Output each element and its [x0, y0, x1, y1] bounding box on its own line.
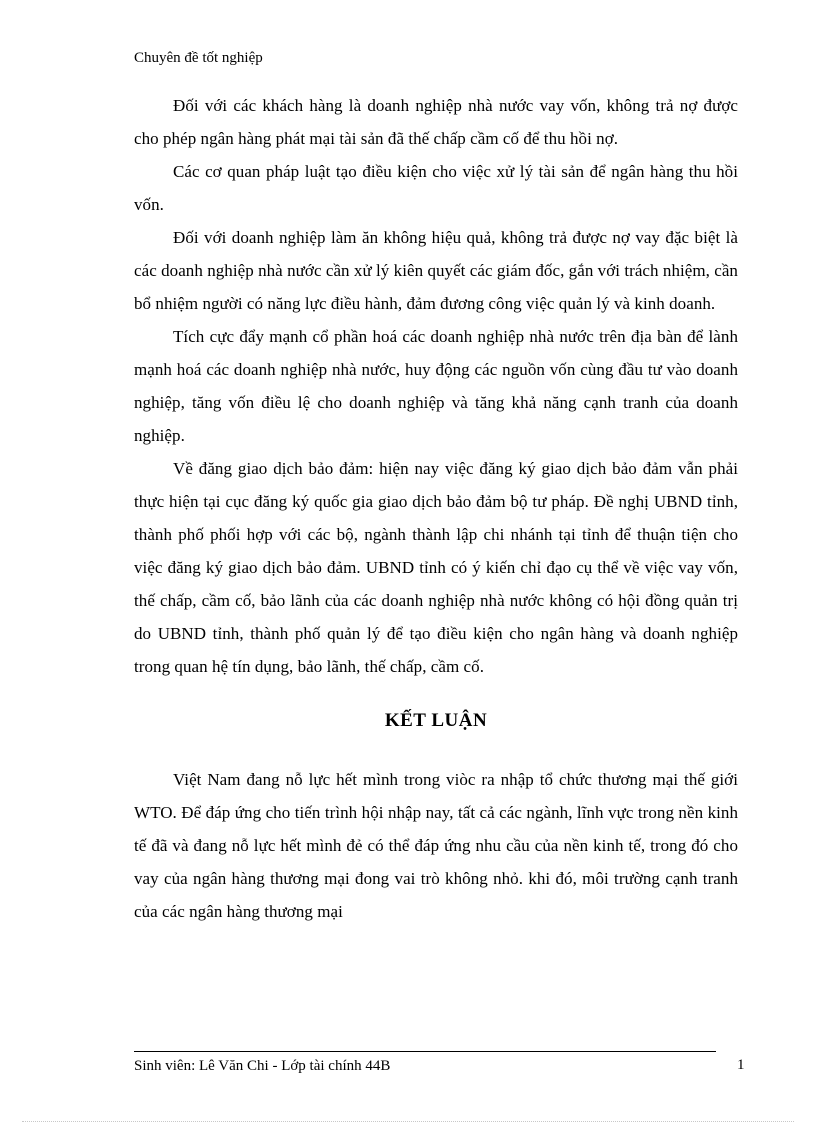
document-body	[134, 89, 738, 928]
body-paragraph: Tích cực đẩy mạnh cổ phần hoá các doanh nghiệp nhà nước trên địa bàn để lành mạnh hoá các doanh nghiệp nhà nước, huy động các nguồn vốn cùng đầu tư vào doanh nghiệp, tăng vốn điều lệ cho doanh nghiệp và tăng khả năng cạnh tranh của doanh nghiệp.	[134, 327, 738, 445]
body-paragraph: Đối với các khách hàng là doanh nghiệp nhà nước vay vốn, không trả nợ được cho phép ngân hàng phát mại tài sản đã thế chấp cầm cố để thu hồi nợ.	[134, 96, 738, 148]
section-heading: KẾT LUẬN	[384, 710, 488, 731]
page-number: 1	[737, 1057, 745, 1073]
footer-divider	[134, 1051, 716, 1052]
body-paragraph: Các cơ quan pháp luật tạo điều kiện cho việc xử lý tài sản để ngân hàng thu hồi vốn.	[134, 162, 738, 214]
body-paragraph: Việt Nam đang nỗ lực hết mình trong viòc ra nhập tổ chức thương mại thế giới WTO. Để đáp ứng cho tiến trình hội nhập nay, tất cả các ngành, lĩnh vực trong nền kinh tế đã và đang nỗ lực hết mình đẻ có thể đáp ứng nhu cầu của nền kinh tế, trong đó cho vay của ngân hàng thương mại đong vai trò không nhỏ. khi đó, môi trường cạnh tranh của các ngân hàng thương mại	[134, 770, 738, 921]
page-header: Chuyên đề tốt nghiệp	[134, 50, 263, 66]
body-paragraph: Đối với doanh nghiệp làm ăn không hiệu quả, không trả được nợ vay đặc biệt là các doanh nghiệp nhà nước cần xử lý kiên quyết các giám đốc, gắn với trách nhiệm, cần bổ nhiệm người có năng lực điều hành, đảm đương công việc quản lý và kinh doanh.	[134, 228, 738, 313]
page-footer: Sinh viên: Lê Văn Chi - Lớp tài chính 44B	[134, 1058, 391, 1074]
body-paragraph: Về đăng giao dịch bảo đảm: hiện nay việc đăng ký giao dịch bảo đảm vẫn phải thực hiện tại cục đăng ký quốc gia giao dịch bảo đảm bộ tư pháp. Đề nghị UBND tỉnh, thành phố phối hợp với các bộ, ngành thành lập chi nhánh tại tỉnh để thuận tiện cho việc đăng ký giao dịch bảo đảm. UBND tỉnh có ý kiến chỉ đạo cụ thể về việc vay vốn, thế chấp, cầm cố, bảo lãnh của các doanh nghiệp nhà nước không có hội đồng quản trị do UBND tỉnh, thành phố quản lý để tạo điều kiện cho ngân hàng và doanh nghiệp trong quan hệ tín dụng, bảo lãnh, thế chấp, cầm cố.	[134, 459, 738, 676]
page-break-line	[22, 1121, 794, 1122]
